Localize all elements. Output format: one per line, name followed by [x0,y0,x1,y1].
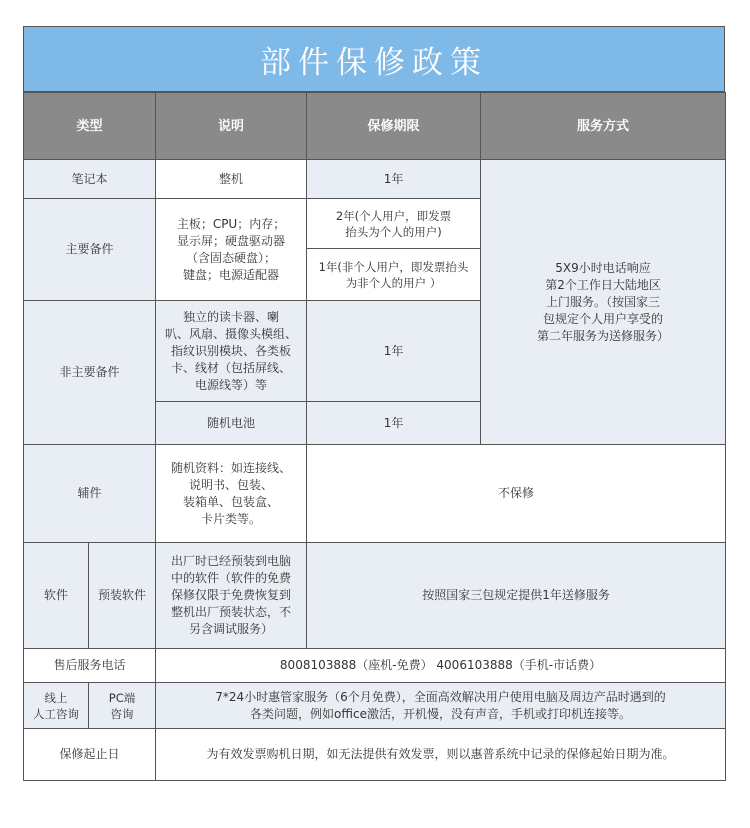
header-service: 服务方式 [481,93,726,160]
table-row [24,729,726,781]
notebook-desc: 整机 [156,160,307,199]
service-method: 5X9小时电话响应 第2个工作日大陆地区 上门服务。（按国家三 包规定个人用户享受的 第二年服务为送修服务） [481,160,726,445]
accessories-policy: 不保修 [307,445,726,543]
header-desc: 说明 [156,93,307,160]
accessories-type: 辅件 [24,445,156,543]
table-row [24,649,726,683]
start-date-value: 为有效发票购机日期，如无法提供有效发票，则以惠普系统中记录的保修起始日期为准。 [156,729,726,781]
table-row [24,445,726,543]
non-main-parts-type: 非主要备件 [24,301,156,445]
warranty-table [23,92,726,781]
hotline-label: 售后服务电话 [24,649,156,683]
table-row [24,683,726,729]
main-parts-period-nonpersonal: 1年(非个人用户，即发票抬头 为非个人的用户 ） [307,249,481,301]
table-row [24,160,726,199]
main-parts-period-personal: 2年(个人用户，即发票 抬头为个人的用户) [307,199,481,249]
software-subtype: 预装软件 [89,543,156,649]
warranty-policy [23,26,725,781]
non-main-parts-period: 1年 [307,301,481,402]
page-title: 部件保修政策 [23,26,725,92]
battery-period: 1年 [307,402,481,445]
online-sub: PC端 咨询 [89,683,156,729]
software-policy: 按照国家三包规定提供1年送修服务 [307,543,726,649]
online-desc: 7*24小时惠管家服务（6个月免费），全面高效解决用户使用电脑及周边产品时遇到的 各类问题，例如office激活，开机慢，没有声音，手机或打印机连接等。 [156,683,726,729]
header-period: 保修期限 [307,93,481,160]
notebook-period: 1年 [307,160,481,199]
accessories-desc: 随机资料：如连接线、 说明书、包装、 装箱单、包装盒、 卡片类等。 [156,445,307,543]
software-desc: 出厂时已经预装到电脑 中的软件（软件的免费 保修仅限于免费恢复到 整机出厂预装状态，不 另含调试服务） [156,543,307,649]
online-label: 线上 人工咨询 [24,683,89,729]
header-type: 类型 [24,93,156,160]
non-main-parts-desc: 独立的读卡器、喇 叭、风扇、摄像头模组、 指纹识别模块、各类板 卡、线材（包括屏线、 电源线等）等 [156,301,307,402]
battery-desc: 随机电池 [156,402,307,445]
main-parts-type: 主要备件 [24,199,156,301]
main-parts-desc: 主板；CPU；内存； 显示屏；硬盘驱动器 （含固态硬盘）； 键盘；电源适配器 [156,199,307,301]
hotline-value: 8008103888（座机-免费） 4006103888（手机-市话费） [156,649,726,683]
table-row [24,543,726,649]
software-type: 软件 [24,543,89,649]
notebook-type: 笔记本 [24,160,156,199]
header-row [24,93,726,160]
start-date-label: 保修起止日 [24,729,156,781]
